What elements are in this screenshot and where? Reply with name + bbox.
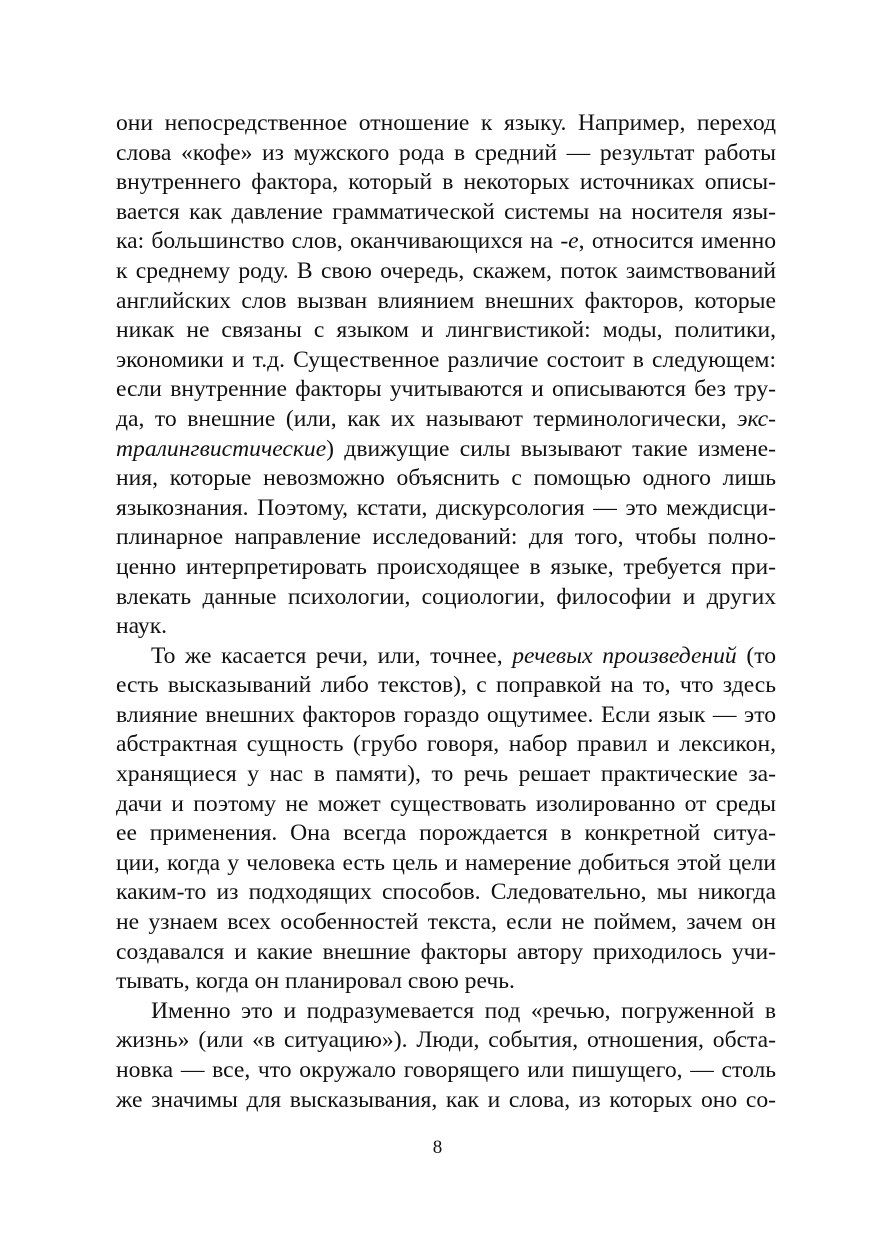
text-run: экономики и т.д. Существенное различие состоит в следующем: [116,346,776,373]
text-run: влекать данные психологии, социологии, философии и других [116,583,776,610]
text-line [116,730,776,760]
text-run: каким-то из подходящих способов. Следовательно, мы никогда [116,879,776,906]
text-line [116,967,776,997]
text-run: не узнаем всех особенностей текста, если не поймем, зачем он [116,909,776,936]
text-run: ния, которые невозможно объяснить с помощью одного лишь [116,465,776,492]
text-line [116,790,776,820]
text-run: То же касается речи, или, точнее, [151,642,513,669]
text-run: внутреннего фактора, который в некоторых источниках описы- [116,169,776,196]
text-run: вается как давление грамматической системы на носителя язы- [116,198,776,225]
text-line [116,671,776,701]
text-line [116,494,776,524]
text-run: абстрактная сущность (грубо говоря, набор правил и лексикон, [116,731,776,758]
text-run: дачи и поэтому не может существовать изолированно от среды [116,790,776,817]
text-line [116,760,776,790]
text-line [116,139,776,169]
paragraph [116,642,776,997]
text-line [116,701,776,731]
text-line [116,227,776,257]
italic-term: тралингвистические [116,435,327,462]
text-line [116,583,776,613]
text-run: ) движущие силы вызывают такие измене- [326,435,776,462]
text-line [116,1026,776,1056]
text-line [116,819,776,849]
text-run: есть высказываний либо текстов), с поправкой на то, что здесь [116,672,776,699]
text-line [116,938,776,968]
text-line [116,523,776,553]
text-run: к среднему роду. В свою очередь, скажем, поток заимствований [116,257,776,284]
text-run: ценно интерпретировать происходящее в языке, требуется при- [116,553,776,580]
text-line [116,1086,776,1116]
text-line [116,997,776,1027]
italic-term: экс- [737,405,776,432]
paragraph [116,997,776,1115]
text-run: английских слов вызван влиянием внешних факторов, которые [116,287,776,314]
text-run: никак не связаны с языком и лингвистикой: моды, политики, [116,317,776,344]
text-line [116,612,776,642]
text-line [116,435,776,465]
text-run: жизнь» (или «в ситуацию»). Люди, события, отношения, обста- [116,1027,776,1054]
text-run: ции, когда у человека есть цель и намерение добиться этой цели [116,849,776,876]
text-run: наук. [116,613,168,640]
text-run: (то [736,642,776,669]
paragraph [116,109,776,642]
text-line [116,553,776,583]
text-run: Именно это и подразумевается под «речью, погруженной в [151,997,776,1024]
text-line [116,346,776,376]
text-line [116,642,776,672]
text-line [116,1056,776,1086]
text-run: слова «кофе» из мужского рода в средний — результат работы [116,139,776,166]
text-line [116,316,776,346]
italic-term: -е [560,228,579,255]
text-run: , относится именно [578,228,776,255]
page-body [116,109,776,1115]
text-line [116,109,776,139]
text-line [116,287,776,317]
text-run: создавался и какие внешние факторы автору приходилось учи- [116,938,776,965]
text-line [116,168,776,198]
text-run: они непосредственное отношение к языку. Например, переход [116,110,776,136]
text-line [116,375,776,405]
text-run: плинарное направление исследований: для того, чтобы полно- [116,524,776,551]
text-run: если внутренние факторы учитываются и описываются без тру- [116,376,776,403]
text-run: хранящиеся у нас в памяти), то речь решает практические за- [116,761,776,788]
text-line [116,908,776,938]
text-run: влияние внешних факторов гораздо ощутимее. Если язык — это [116,701,776,728]
text-line [116,464,776,494]
text-line [116,878,776,908]
text-run: языкознания. Поэтому, кстати, дискурсология — это междисци- [116,494,776,521]
text-line [116,257,776,287]
text-line [116,198,776,228]
text-run: же значимы для высказывания, как и слова, из которых оно со- [116,1086,776,1113]
italic-term: речевых произведений [512,642,737,669]
text-run: ее применения. Она всегда порождается в конкретной ситуа- [116,820,776,847]
text-run: да, то внешние (или, как их называют терминологически, [116,405,738,432]
text-run: ка: большинство слов, оканчивающихся на [116,228,561,255]
page-number: 8 [432,1137,443,1158]
text-run: новка — все, что окружало говорящего или пишущего, — столь [116,1057,776,1083]
text-line [116,405,776,435]
text-line [116,849,776,879]
text-run: тывать, когда он планировал свою речь. [116,968,515,995]
